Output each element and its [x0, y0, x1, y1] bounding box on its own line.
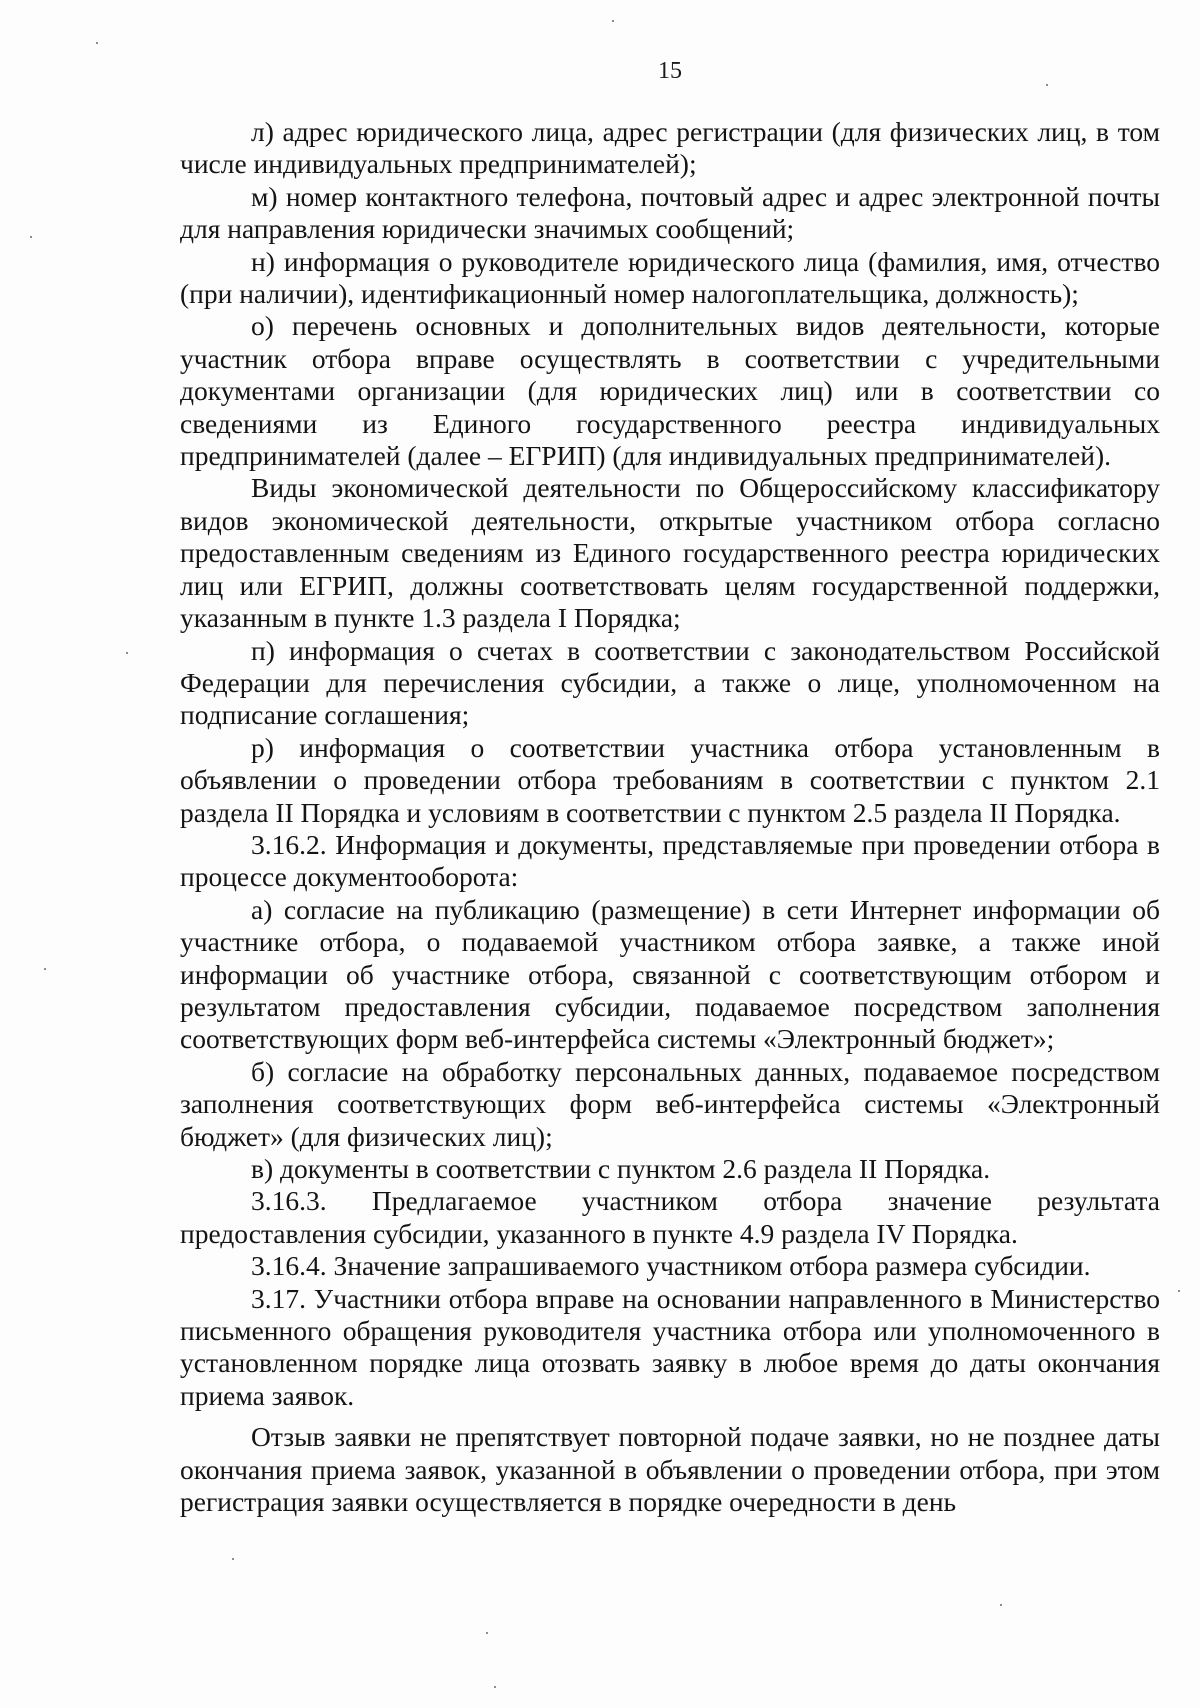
scan-speck	[1046, 84, 1048, 86]
scan-speck	[486, 1632, 488, 1634]
paragraph-p: п) информация о счетах в соответствии с законодательством Российской Федерации для перечисления субсидии, а также о лице, уполномоченном на подписание соглашения;	[180, 634, 1160, 731]
scan-speck	[44, 968, 46, 970]
paragraph-3-16-2: 3.16.2. Информация и документы, представляемые при проведении отбора в процессе документооборота:	[180, 828, 1160, 893]
paragraph-m: м) номер контактного телефона, почтовый адрес и адрес электронной почты для направления юридически значимых сообщений;	[180, 180, 1160, 245]
paragraph-okved: Виды экономической деятельности по Общероссийскому классификатору видов экономической деятельности, открытые участником отбора согласно предоставленным сведениям из Единого государственного реестра юридических лиц или ЕГРИП, должны соответствовать целям государственной поддержки, указанным в пункте 1.3 раздела I Порядка;	[180, 472, 1160, 634]
document-body	[180, 116, 1160, 1518]
scan-speck	[1178, 1290, 1180, 1292]
paragraph-v: в) документы в соответствии с пунктом 2.6 раздела II Порядка.	[251, 1153, 991, 1184]
paragraph-withdrawal: Отзыв заявки не препятствует повторной подаче заявки, но не позднее даты окончания приема заявок, указанной в объявлении о проведении отбора, при этом регистрация заявки осуществляется в порядке очередности в день	[180, 1421, 1160, 1518]
scan-speck	[232, 1558, 234, 1560]
paragraph-n: н) информация о руководителе юридического лица (фамилия, имя, отчество (при наличии), идентификационный номер налогоплательщика, должность);	[180, 245, 1160, 310]
paragraph-a: а) согласие на публикацию (размещение) в сети Интернет информации об участнике отбора, о подаваемой участником отбора заявке, а также иной информации об участнике отбора, связанной с соответствующим отбором и результатом предоставления субсидии, подаваемое посредством заполнения соответствующих форм веб-интерфейса системы «Электронный бюджет»;	[180, 893, 1160, 1055]
scan-speck	[494, 1686, 496, 1688]
paragraph-3-16-3: 3.16.3. Предлагаемое участником отбора значение результата предоставления субсидии, указанного в пункте 4.9 раздела IV Порядка.	[180, 1185, 1160, 1249]
page-number: 15	[658, 58, 682, 84]
paragraph-b: б) согласие на обработку персональных данных, подаваемое посредством заполнения соответствующих форм веб-интерфейса системы «Электронный бюджет» (для физических лиц);	[180, 1055, 1160, 1152]
scan-speck	[96, 42, 98, 44]
paragraph-3-17: 3.17. Участники отбора вправе на основании направленного в Министерство письменного обращения руководителя участника отбора или уполномоченного в установленном порядке лица отозвать заявку в любое время до даты окончания приема заявок.	[180, 1282, 1160, 1411]
paragraph-3-16-4: 3.16.4. Значение запрашиваемого участником отбора размера субсидии.	[251, 1250, 1091, 1282]
paragraph-r: р) информация о соответствии участника отбора установленным в объявлении о проведении отбора требованиям в соответствии с пунктом 2.1 раздела II Порядка и условиям в соответствии с пунктом 2.5 раздела II Порядка.	[180, 731, 1160, 828]
paragraph-o: о) перечень основных и дополнительных видов деятельности, которые участник отбора вправе осуществлять в соответствии с учредительными документами организации (для юридических лиц) или в соответствии со сведениями из Единого государственного реестра индивидуальных предпринимателей (далее – ЕГРИП) (для индивидуальных предпринимателей).	[180, 310, 1160, 472]
scan-speck	[126, 652, 128, 654]
scan-speck	[1000, 1604, 1002, 1606]
scan-speck	[612, 20, 614, 22]
paragraph-l: л) адрес юридического лица, адрес регистрации (для физических лиц, в том числе индивидуальных предпринимателей);	[180, 116, 1160, 180]
scan-speck	[30, 236, 32, 238]
